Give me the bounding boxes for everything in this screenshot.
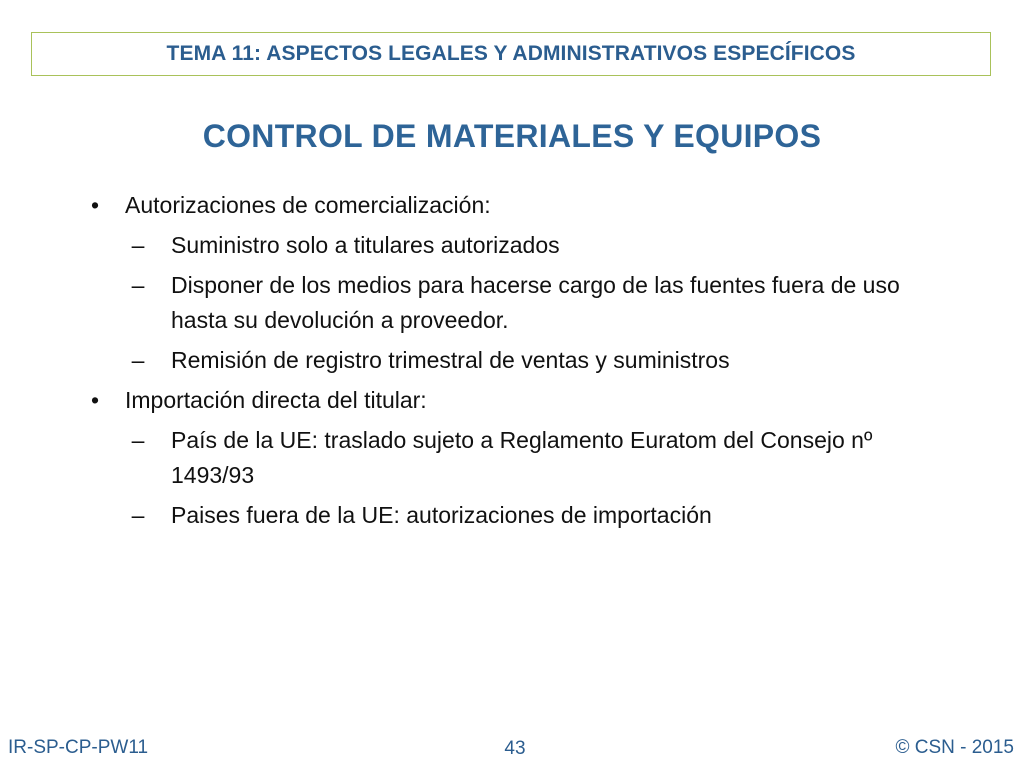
header-title: TEMA 11: ASPECTOS LEGALES Y ADMINISTRATIVOS ESPECÍFICOS [166, 42, 856, 65]
sub-text: Paises fuera de la UE: autorizaciones de importación [171, 502, 712, 528]
sub-text: País de la UE: traslado sujeto a Reglamento Euratom del Consejo nº 1493/93 [171, 427, 873, 488]
sub-item [85, 268, 935, 338]
sub-item [85, 423, 935, 493]
bullet-text: Autorizaciones de comercialización: [125, 192, 491, 218]
sub-item [85, 228, 935, 263]
sub-text: Suministro solo a titulares autorizados [171, 232, 560, 258]
page-number: 43 [504, 738, 526, 759]
bullet-text: Importación directa del titular: [125, 387, 427, 413]
sub-marker: – [131, 347, 145, 373]
footer-code: IR-SP-CP-PW11 [8, 737, 149, 758]
slide-content [85, 188, 935, 538]
sub-marker: – [131, 502, 145, 528]
slide-title: CONTROL DE MATERIALES Y EQUIPOS [202, 118, 822, 154]
sub-text: Disponer de los medios para hacerse cargo de las fuentes fuera de uso hasta su devolución a proveedor. [171, 272, 900, 333]
footer-copyright: © CSN - 2015 [895, 737, 1014, 758]
sub-item [85, 343, 935, 378]
header-banner [31, 32, 991, 76]
bullet-marker: • [90, 192, 100, 218]
bullet-item [85, 188, 935, 223]
bullet-marker: • [90, 387, 100, 413]
sub-item [85, 498, 935, 533]
sub-text: Remisión de registro trimestral de ventas y suministros [171, 347, 730, 373]
sub-marker: – [131, 232, 145, 258]
bullet-item [85, 383, 935, 418]
sub-marker: – [131, 272, 145, 298]
sub-marker: – [131, 427, 145, 453]
